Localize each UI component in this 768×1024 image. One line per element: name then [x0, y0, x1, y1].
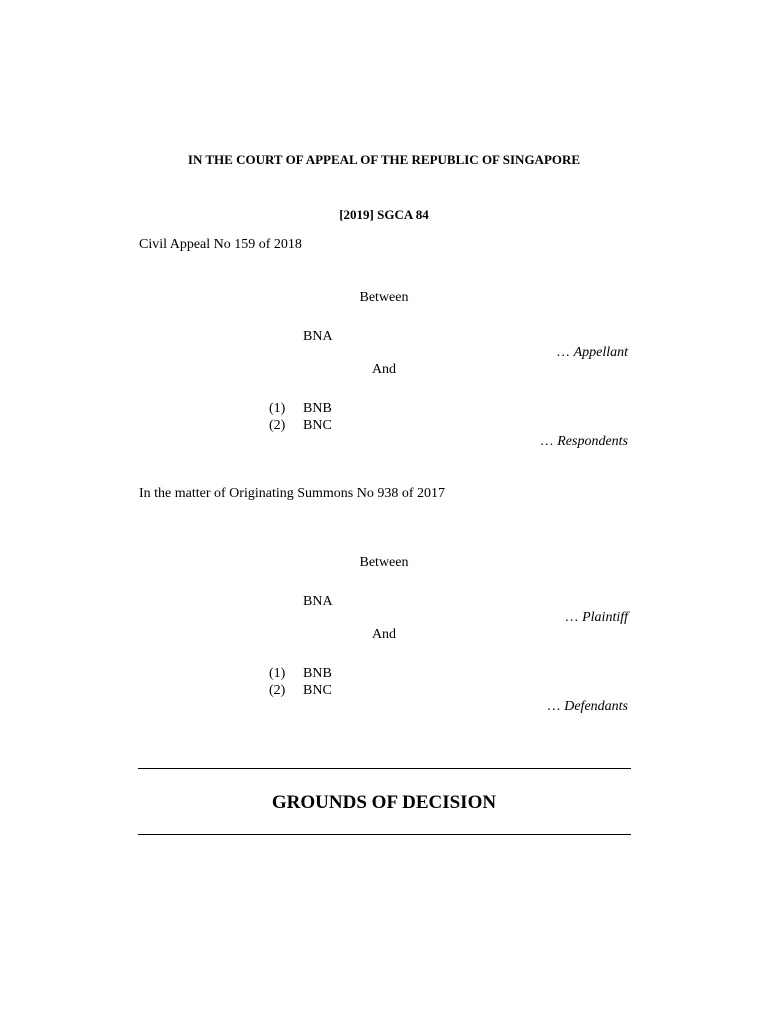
role-label: Plaintiff	[582, 610, 628, 625]
defendant-name: BNC	[303, 683, 332, 698]
role-label: Respondents	[557, 434, 628, 449]
appellant-name: BNA	[303, 329, 333, 344]
between-label: Between	[359, 290, 409, 305]
bottom-divider	[138, 834, 631, 835]
plaintiff-role	[565, 611, 628, 625]
respondent-name: BNB	[303, 401, 332, 416]
role-dots: …	[564, 610, 579, 625]
role-label: Appellant	[573, 345, 628, 360]
role-dots: …	[556, 345, 571, 360]
role-label: Defendants	[564, 699, 628, 714]
civil-appeal-number: Civil Appeal No 159 of 2018	[139, 237, 302, 252]
respondent-number: (1)	[269, 401, 286, 416]
defendant-number: (1)	[269, 666, 286, 681]
role-dots: …	[546, 699, 561, 714]
top-divider	[138, 768, 631, 769]
originating-summons-title: In the matter of Originating Summons No 938 of 2017	[139, 486, 446, 501]
and-label: And	[371, 627, 397, 642]
plaintiff-name: BNA	[303, 594, 333, 609]
role-dots: …	[539, 434, 554, 449]
appellant-role	[556, 346, 628, 360]
and-label: And	[371, 362, 397, 377]
between-label: Between	[359, 555, 409, 570]
grounds-of-decision-heading: GROUNDS OF DECISION	[271, 792, 497, 813]
respondents-role	[540, 435, 628, 449]
court-heading: IN THE COURT OF APPEAL OF THE REPUBLIC OF SINGAPORE	[187, 152, 581, 167]
case-citation: [2019] SGCA 84	[339, 207, 429, 222]
defendant-name: BNB	[303, 666, 332, 681]
respondent-name: BNC	[303, 418, 332, 433]
defendants-role	[547, 700, 628, 714]
defendant-number: (2)	[269, 683, 286, 698]
respondent-number: (2)	[269, 418, 286, 433]
